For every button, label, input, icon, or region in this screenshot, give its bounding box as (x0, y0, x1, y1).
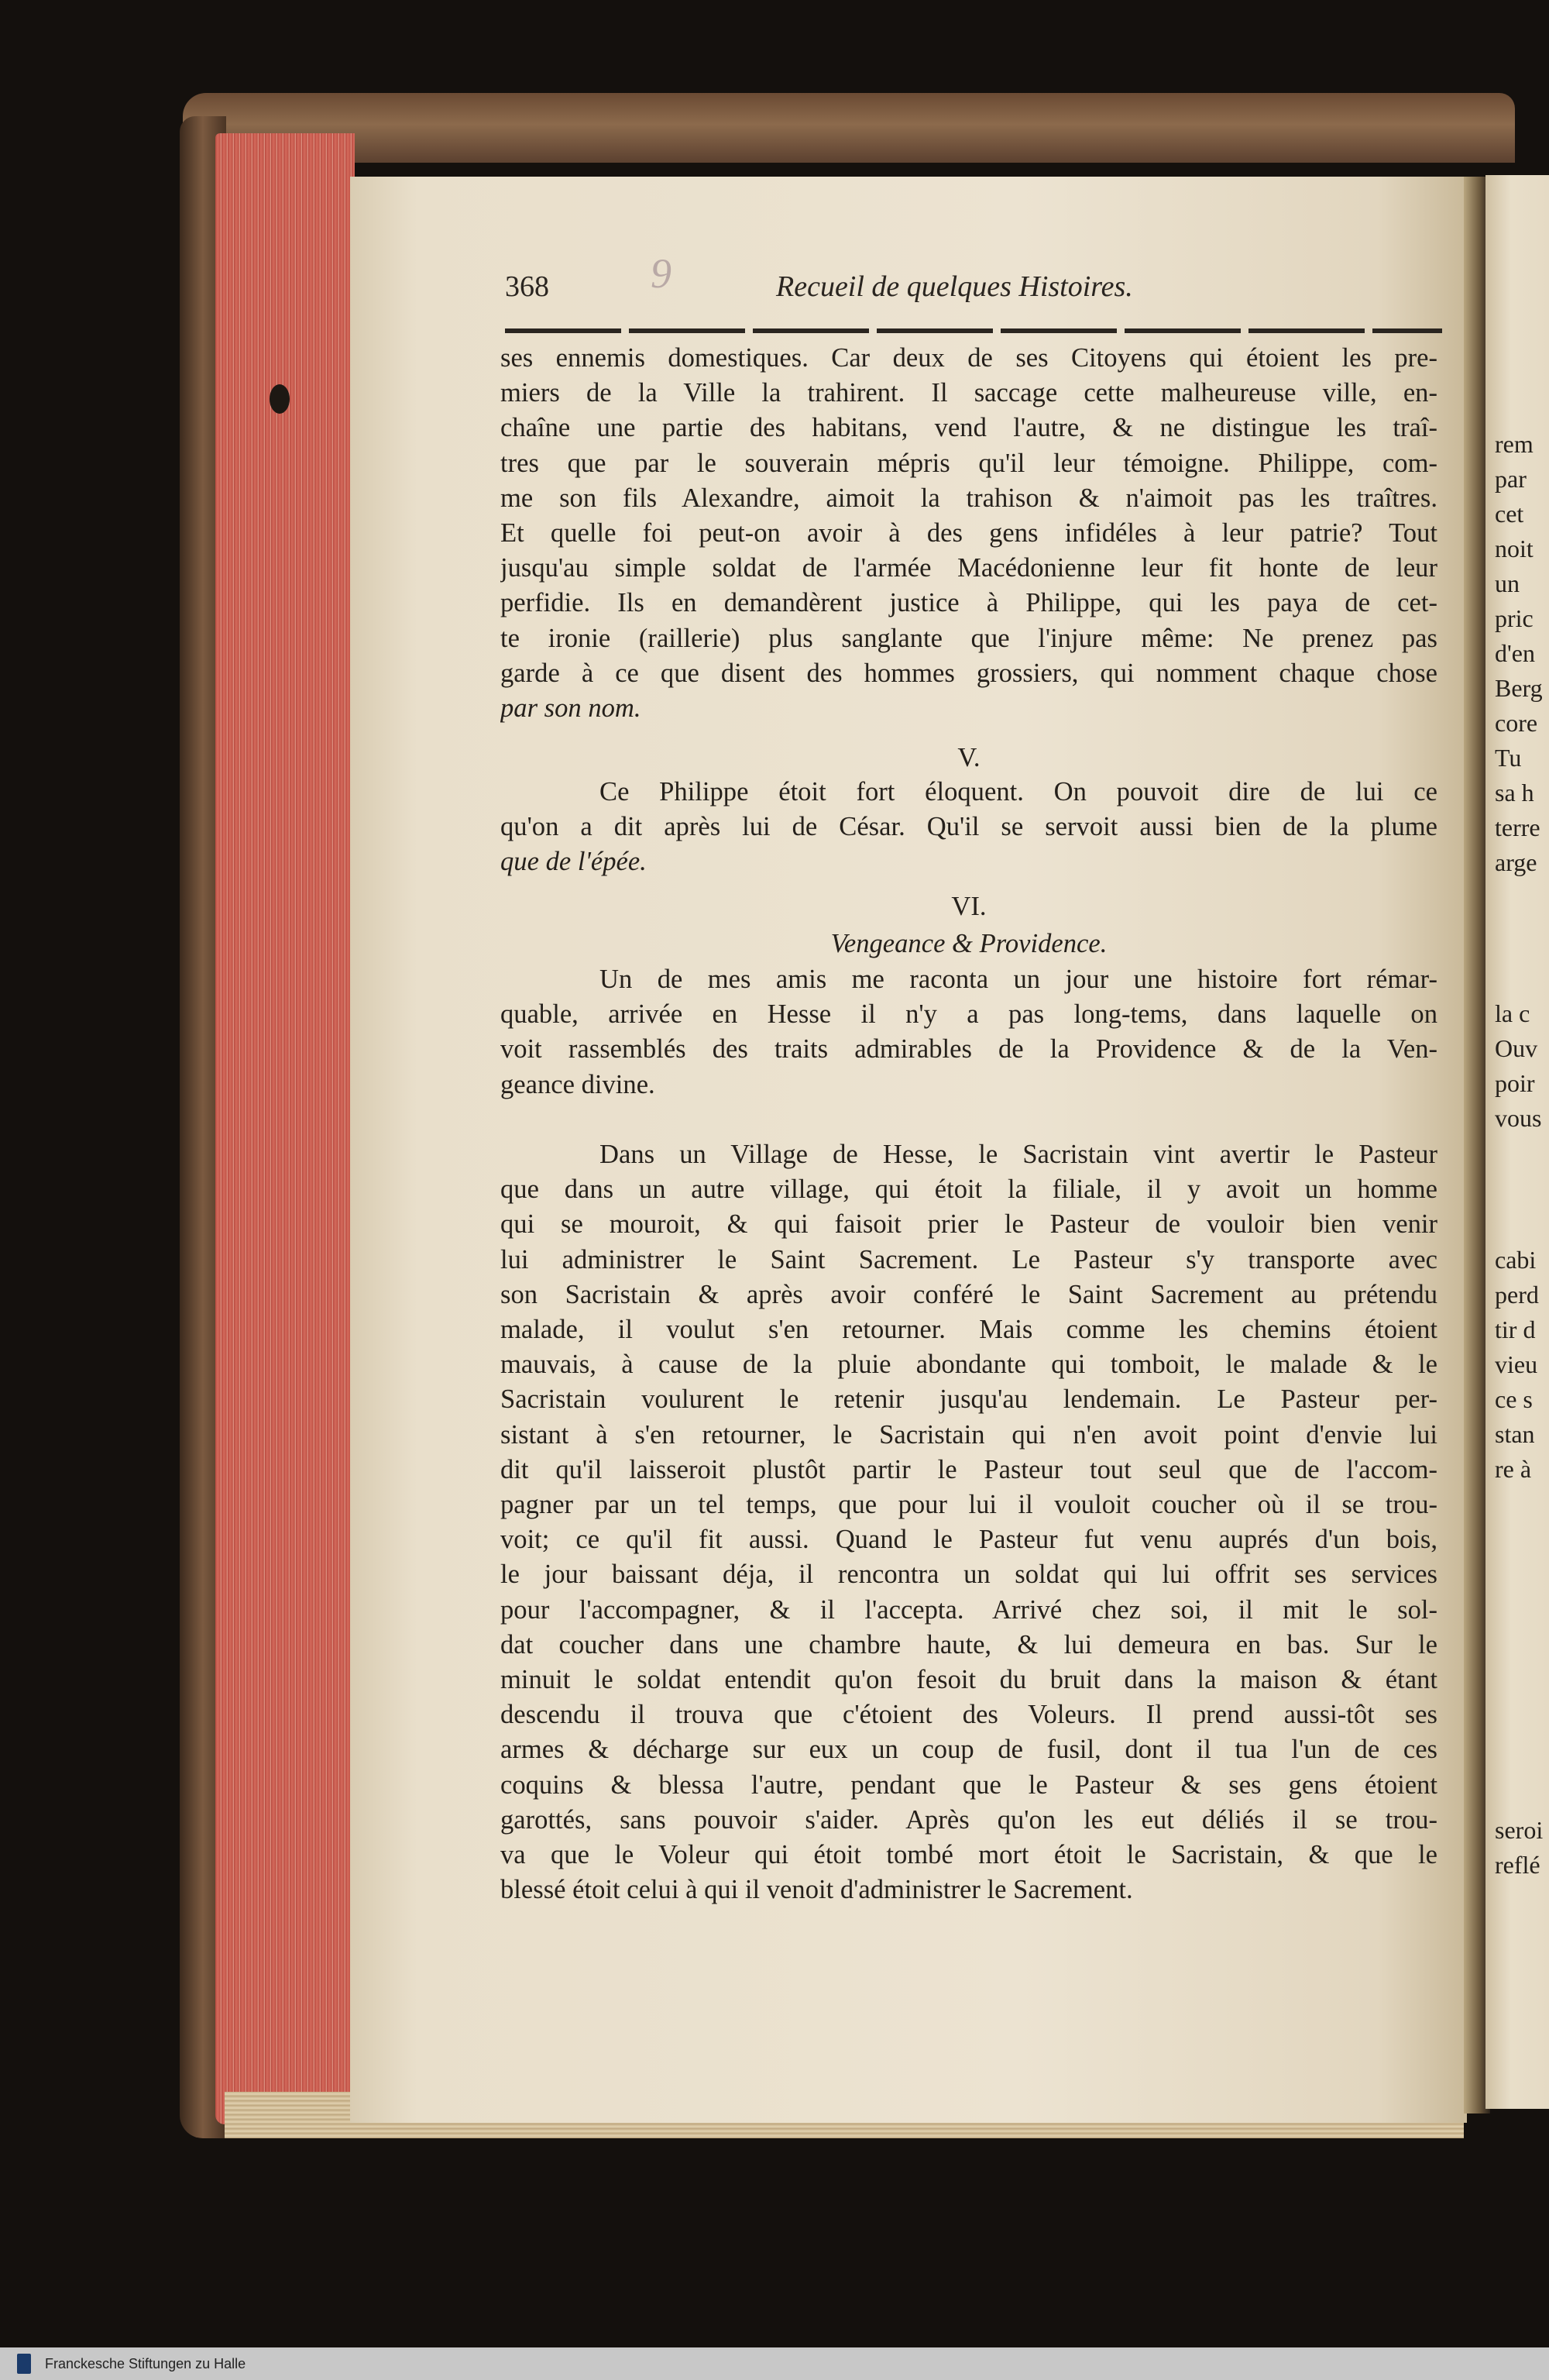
text-line: quable, arrivée en Hesse il n'y a pas long-tems, dans laquelle on (500, 999, 1437, 1029)
text-line: sistant à s'en retourner, le Sacristain qui n'en avoit point d'envie lui (500, 1420, 1437, 1450)
right-page-fragment: Tu (1495, 744, 1522, 772)
right-page-fragment: d'en (1495, 639, 1535, 667)
text-line: te ironie (raillerie) plus sanglante que l'injure même: Ne prenez pas (500, 624, 1437, 653)
text-line: descendu il trouva que c'étoient des Voleurs. Il prend aussi-tôt ses (500, 1700, 1437, 1729)
text-line: coquins & blessa l'autre, pendant que le Pasteur & ses gens étoient (500, 1770, 1437, 1800)
text-line: ses ennemis domestiques. Car deux de ses Citoyens qui étoient les pre- (500, 343, 1437, 373)
right-page-fragment: sa h (1495, 779, 1534, 807)
text-line: malade, il voulut s'en retourner. Mais comme les chemins étoient (500, 1315, 1437, 1344)
footer-bar (0, 2347, 1549, 2380)
text-line: armes & décharge sur eux un coup de fusil, dont il tua l'un de ces (500, 1735, 1437, 1764)
text-line: tres que par le souverain mépris qu'il leur témoigne. Philippe, com- (500, 449, 1437, 478)
section-heading: VI. (951, 892, 987, 921)
text-line: dit qu'il laisseroit plustôt partir le Pasteur tout seul que de l'accom- (500, 1455, 1437, 1484)
page-number: 368 (505, 270, 549, 303)
text-line: chaîne une partie des habitans, vend l'autre, & ne distingue les traî- (500, 413, 1437, 442)
right-page-fragment: reflé (1495, 1851, 1540, 1879)
text-line: Ce Philippe étoit fort éloquent. On pouvoit dire de lui ce (599, 777, 1437, 807)
text-line: perfidie. Ils en demandèrent justice à Philippe, qui les paya de cet- (500, 588, 1437, 617)
section-subtitle: Vengeance & Providence. (830, 929, 1108, 958)
right-page-fragment: re à (1495, 1455, 1532, 1483)
section-heading: V. (957, 743, 981, 772)
text-line: blessé étoit celui à qui il venoit d'administrer le Sacrement. (500, 1875, 1133, 1904)
pencil-mark: 9 (651, 250, 671, 297)
right-page-fragment: la c (1495, 999, 1530, 1027)
text-line: garottés, sans pouvoir s'aider. Après qu'on les eut déliés il se trou- (500, 1805, 1437, 1835)
text-line: mauvais, à cause de la pluie abondante qui tomboit, le malade & le (500, 1350, 1437, 1379)
text-line: jusqu'au simple soldat de l'armée Macédonienne leur fit honte de leur (500, 553, 1437, 583)
right-page-fragment: terre (1495, 813, 1540, 841)
text-line: que de l'épée. (500, 847, 647, 876)
text-line: qui se mouroit, & qui faisoit prier le Pasteur de vouloir bien venir (500, 1209, 1437, 1239)
text-line: le jour baissant déja, il rencontra un soldat qui lui offrit ses services (500, 1560, 1437, 1589)
text-line: pour l'accompagner, & il l'accepta. Arrivé chez soi, il mit le sol- (500, 1595, 1437, 1625)
footer-label: Franckesche Stiftungen zu Halle (45, 2356, 246, 2371)
right-page-fragment: vous (1495, 1104, 1542, 1132)
text-line: garde à ce que disent des hommes grossiers, qui nomment chaque chose (500, 659, 1437, 688)
text-line: Un de mes amis me raconta un jour une histoire fort rémar- (599, 965, 1437, 994)
right-page-fragment: stan (1495, 1420, 1535, 1448)
right-page-fragment: noit (1495, 535, 1534, 562)
text-line: minuit le soldat entendit qu'on fesoit du bruit dans la maison & étant (500, 1665, 1437, 1694)
text-line: miers de la Ville la trahirent. Il saccage cette malheureuse ville, en- (500, 378, 1437, 408)
text-line: par son nom. (500, 693, 641, 723)
text-line: voit rassemblés des traits admirables de la Providence & de la Ven- (500, 1034, 1437, 1064)
right-page-fragment: poir (1495, 1069, 1535, 1097)
right-page-fragment: Berg (1495, 674, 1543, 702)
text-line: qu'on a dit après lui de César. Qu'il se servoit aussi bien de la plume (500, 812, 1437, 841)
text-line: lui administrer le Saint Sacrement. Le Pasteur s'y transporte avec (500, 1245, 1437, 1274)
institution-logo-icon (17, 2354, 31, 2374)
right-page-fragment: cabi (1495, 1246, 1537, 1274)
text-line: geance divine. (500, 1070, 655, 1099)
text-line: Et quelle foi peut-on avoir à des gens infidéles à leur patrie? Tout (500, 518, 1437, 548)
text-line: que dans un autre village, qui étoit la filiale, il y avoit un homme (500, 1175, 1437, 1204)
text-line: Dans un Village de Hesse, le Sacristain vint avertir le Pasteur (599, 1140, 1437, 1169)
right-page-fragment: vieu (1495, 1350, 1538, 1378)
right-page-fragment: tir d (1495, 1316, 1536, 1343)
right-page-fragment: par (1495, 465, 1527, 493)
text-line: Sacristain voulurent le retenir jusqu'au lendemain. Le Pasteur per- (500, 1384, 1437, 1414)
right-page-fragment: Ouv (1495, 1034, 1538, 1062)
text-line: voit; ce qu'il fit aussi. Quand le Pasteur fut venu auprés d'un bois, (500, 1525, 1437, 1554)
right-page-fragment: arge (1495, 848, 1537, 876)
running-title: Recueil de quelques Histoires. (776, 270, 1133, 303)
right-page-fragment: rem (1495, 430, 1534, 458)
right-page-fragment: core (1495, 709, 1538, 737)
right-page-fragment: pric (1495, 604, 1534, 632)
right-page-fragment: seroi (1495, 1816, 1544, 1844)
right-page-fragment: ce s (1495, 1385, 1533, 1413)
text-line: pagner par un tel temps, que pour lui il vouloit coucher où il se trou- (500, 1490, 1437, 1519)
right-page-fragment: un (1495, 569, 1520, 597)
text-line: va que le Voleur qui étoit tombé mort étoit le Sacristain, & que le (500, 1840, 1437, 1869)
text-line: son Sacristain & après avoir conféré le Saint Sacrement au prétendu (500, 1280, 1437, 1309)
text-line: me son fils Alexandre, aimoit la trahison & n'aimoit pas les traîtres. (500, 483, 1437, 513)
right-page-fragment: perd (1495, 1281, 1539, 1309)
right-page-fragment: cet (1495, 500, 1524, 528)
text-line: dat coucher dans une chambre haute, & lui demeura en bas. Sur le (500, 1630, 1437, 1659)
